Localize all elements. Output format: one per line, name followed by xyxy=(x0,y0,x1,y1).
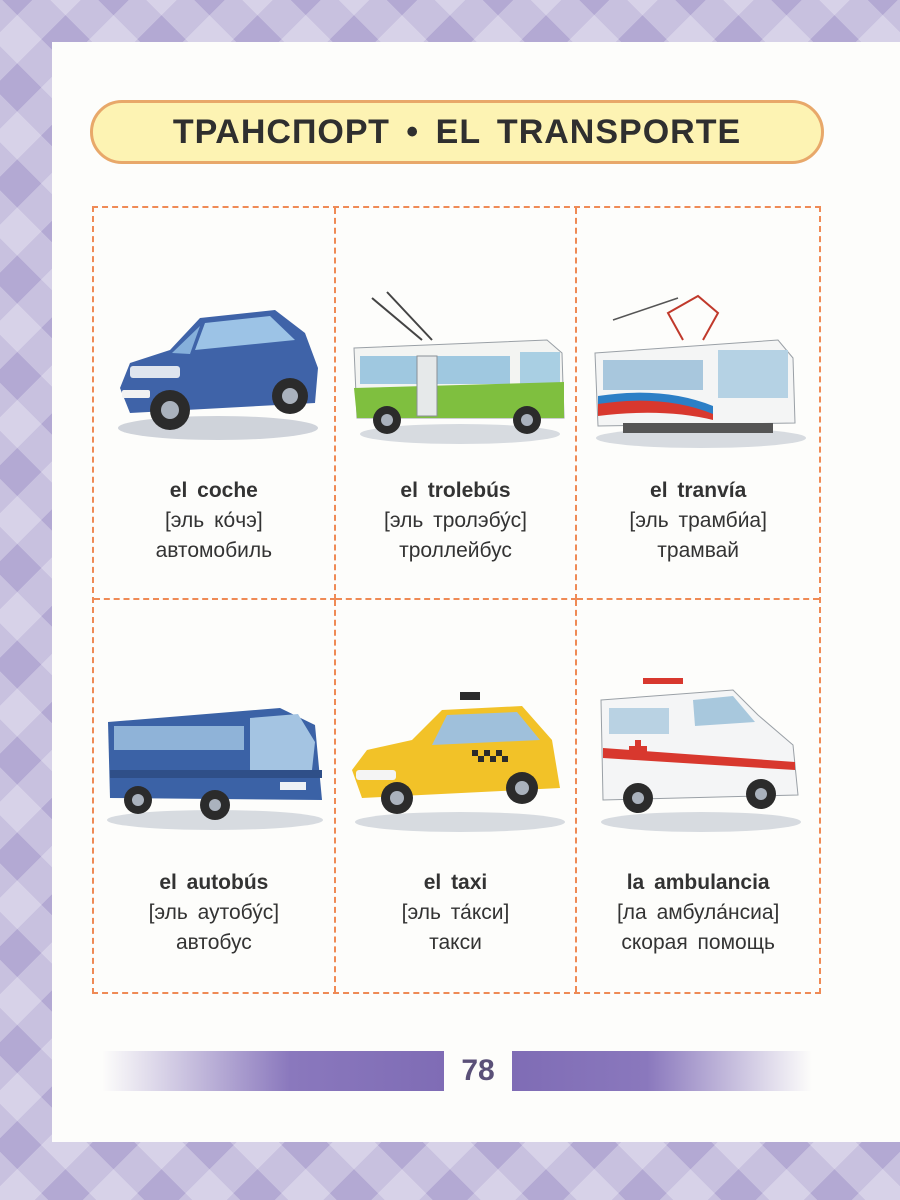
term-translation: автобус xyxy=(175,931,252,954)
term-spanish: la ambulancia xyxy=(626,871,770,894)
term-translation: автомобиль xyxy=(155,539,273,562)
vocab-card-taxi xyxy=(336,600,578,992)
term-translation: скорая помощь xyxy=(621,931,775,954)
vocab-card-coche xyxy=(94,208,336,600)
bus-illustration xyxy=(100,670,330,850)
vocab-card-trolebus xyxy=(336,208,578,600)
term-transcription: [эль трамби́а] xyxy=(629,509,767,532)
term-translation: такси xyxy=(429,931,482,954)
term-transcription: [ла амбула́нсиа] xyxy=(616,901,780,924)
term-spanish: el tranvía xyxy=(650,479,747,502)
term-spanish: el autobús xyxy=(159,871,269,894)
title-banner xyxy=(90,100,824,164)
book-page xyxy=(52,42,900,1142)
ambulance-illustration xyxy=(583,670,813,850)
term-transcription: [эль ко́чэ] xyxy=(164,509,263,532)
vocabulary-grid xyxy=(92,206,821,994)
tram-illustration xyxy=(583,278,813,458)
vocab-card-ambulancia xyxy=(577,600,819,992)
vocab-card-autobus xyxy=(94,600,336,992)
term-spanish: el trolebús xyxy=(400,479,511,502)
page-title: ТРАНСПОРТ • EL TRANSPORTE xyxy=(172,112,742,151)
term-transcription: [эль аутобу́с] xyxy=(148,901,280,924)
taxi-illustration xyxy=(342,670,572,850)
term-translation: троллейбус xyxy=(399,539,512,562)
term-spanish: el taxi xyxy=(423,871,488,894)
trolleybus-illustration xyxy=(342,278,572,458)
vocab-card-tranvia xyxy=(577,208,819,600)
term-translation: трамвай xyxy=(657,539,740,562)
term-spanish: el coche xyxy=(169,479,258,502)
term-transcription: [эль тролэбу́с] xyxy=(383,509,527,532)
footer-bar-left xyxy=(102,1051,444,1091)
car-illustration xyxy=(100,278,330,458)
page-number: 78 xyxy=(461,1054,495,1087)
term-transcription: [эль та́кси] xyxy=(401,901,510,924)
footer-bar-right xyxy=(512,1051,812,1091)
